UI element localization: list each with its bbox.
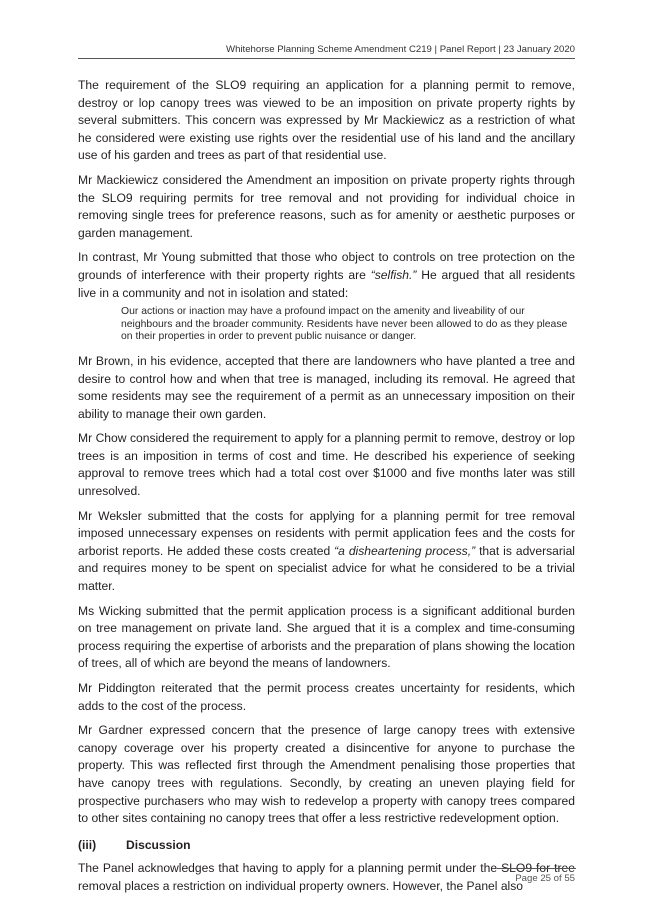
paragraph-3-italic: “selfish.” [370,267,417,282]
paragraph-6 [78,508,575,596]
paragraph-3 [78,249,575,302]
block-quote: Our actions or inaction may have a profound impact on the amenity and liveability of our neighbours and the broader community. Residents have never been allowed to do as they please on their properties in order to prevent public nuisance or danger. [121,306,568,343]
section-number: (iii) [78,837,97,852]
paragraph-1: The requirement of the SLO9 requiring an application for a planning permit to remove, destroy or lop canopy trees was viewed to be an imposition on private property rights by several submitters. This concern was expressed by Mr Mackiewicz as a restriction of what he considered were existing use rights over the residential use of his land and the ancillary use of his garden and trees as part of that residential use. [78,78,575,163]
paragraph-6-text-b: that is adversarial and requires money to be spent on specialist advice for what he considered to be a trivial matter. [78,543,575,594]
paragraph-2: Mr Mackiewicz considered the Amendment an imposition on private property rights through the SLO9 requiring permits for tree removal and not providing for individual choice in removing single trees for preference reasons, such as for amenity or aesthetic purposes or garden management. [78,172,575,240]
paragraph-3-text-a: In contrast, Mr Young submitted that those who object to controls on tree protection on the grounds of interference with their property rights are [78,250,575,282]
paragraph-10: The Panel acknowledges that having to apply for a planning permit under the SLO9 for tree removal places a restriction on individual property owners. However, the Panel also [78,861,575,893]
running-header: Whitehorse Planning Scheme Amendment C219 | Panel Report | 23 January 2020 [78,44,575,59]
paragraph-6-italic: “a disheartening process,” [334,543,476,558]
section-title: Discussion [126,837,191,852]
section-heading [78,837,575,855]
paragraph-4: Mr Brown, in his evidence, accepted that there are landowners who have planted a tree and desire to control how and when that tree is managed, including its removal. He agreed that some residents may see the requirement of a permit as an unnecessary imposition on their ability to manage their own garden. [78,353,575,421]
paragraph-3-text-b: He argued that all residents live in a community and not in isolation and stated: [78,267,575,300]
page-number: Page 25 of 55 [515,873,575,884]
body-text [78,77,575,903]
paragraph-6-text-a: Mr Weksler submitted that the costs for applying for a planning permit for tree removal imposed unnecessary expenses on residents with permit application fees and the costs for arborist reports. He added these costs created [78,508,575,558]
paragraph-8: Mr Piddington reiterated that the permit process creates uncertainty for residents, which adds to the cost of the process. [78,681,575,713]
paragraph-9: Mr Gardner expressed concern that the presence of large canopy trees with extensive canopy coverage over his property created a disincentive for anyone to purchase the property. This was reflected first through the Amendment penalising those properties that have canopy trees with regulations. Secondly, by creating an uneven playing field for prospective purchasers who may wish to redevelop a property with canopy trees compared to other sites containing no canopy trees that offer a less restrictive redevelopment option. [78,723,575,826]
paragraph-7: Ms Wicking submitted that the permit application process is a significant additional burden on tree management on private land. She argued that it is a complex and time-consuming process requiring the expertise of arborists and the preparation of plans showing the location of trees, all of which are beyond the means of landowners. [78,603,575,671]
footer-rule [497,868,576,869]
paragraph-5: Mr Chow considered the requirement to apply for a planning permit to remove, destroy or lop trees is an imposition in terms of cost and time. He described his experience of seeking approval to remove trees which had a total cost over $1000 and five months later was still unresolved. [78,431,575,499]
